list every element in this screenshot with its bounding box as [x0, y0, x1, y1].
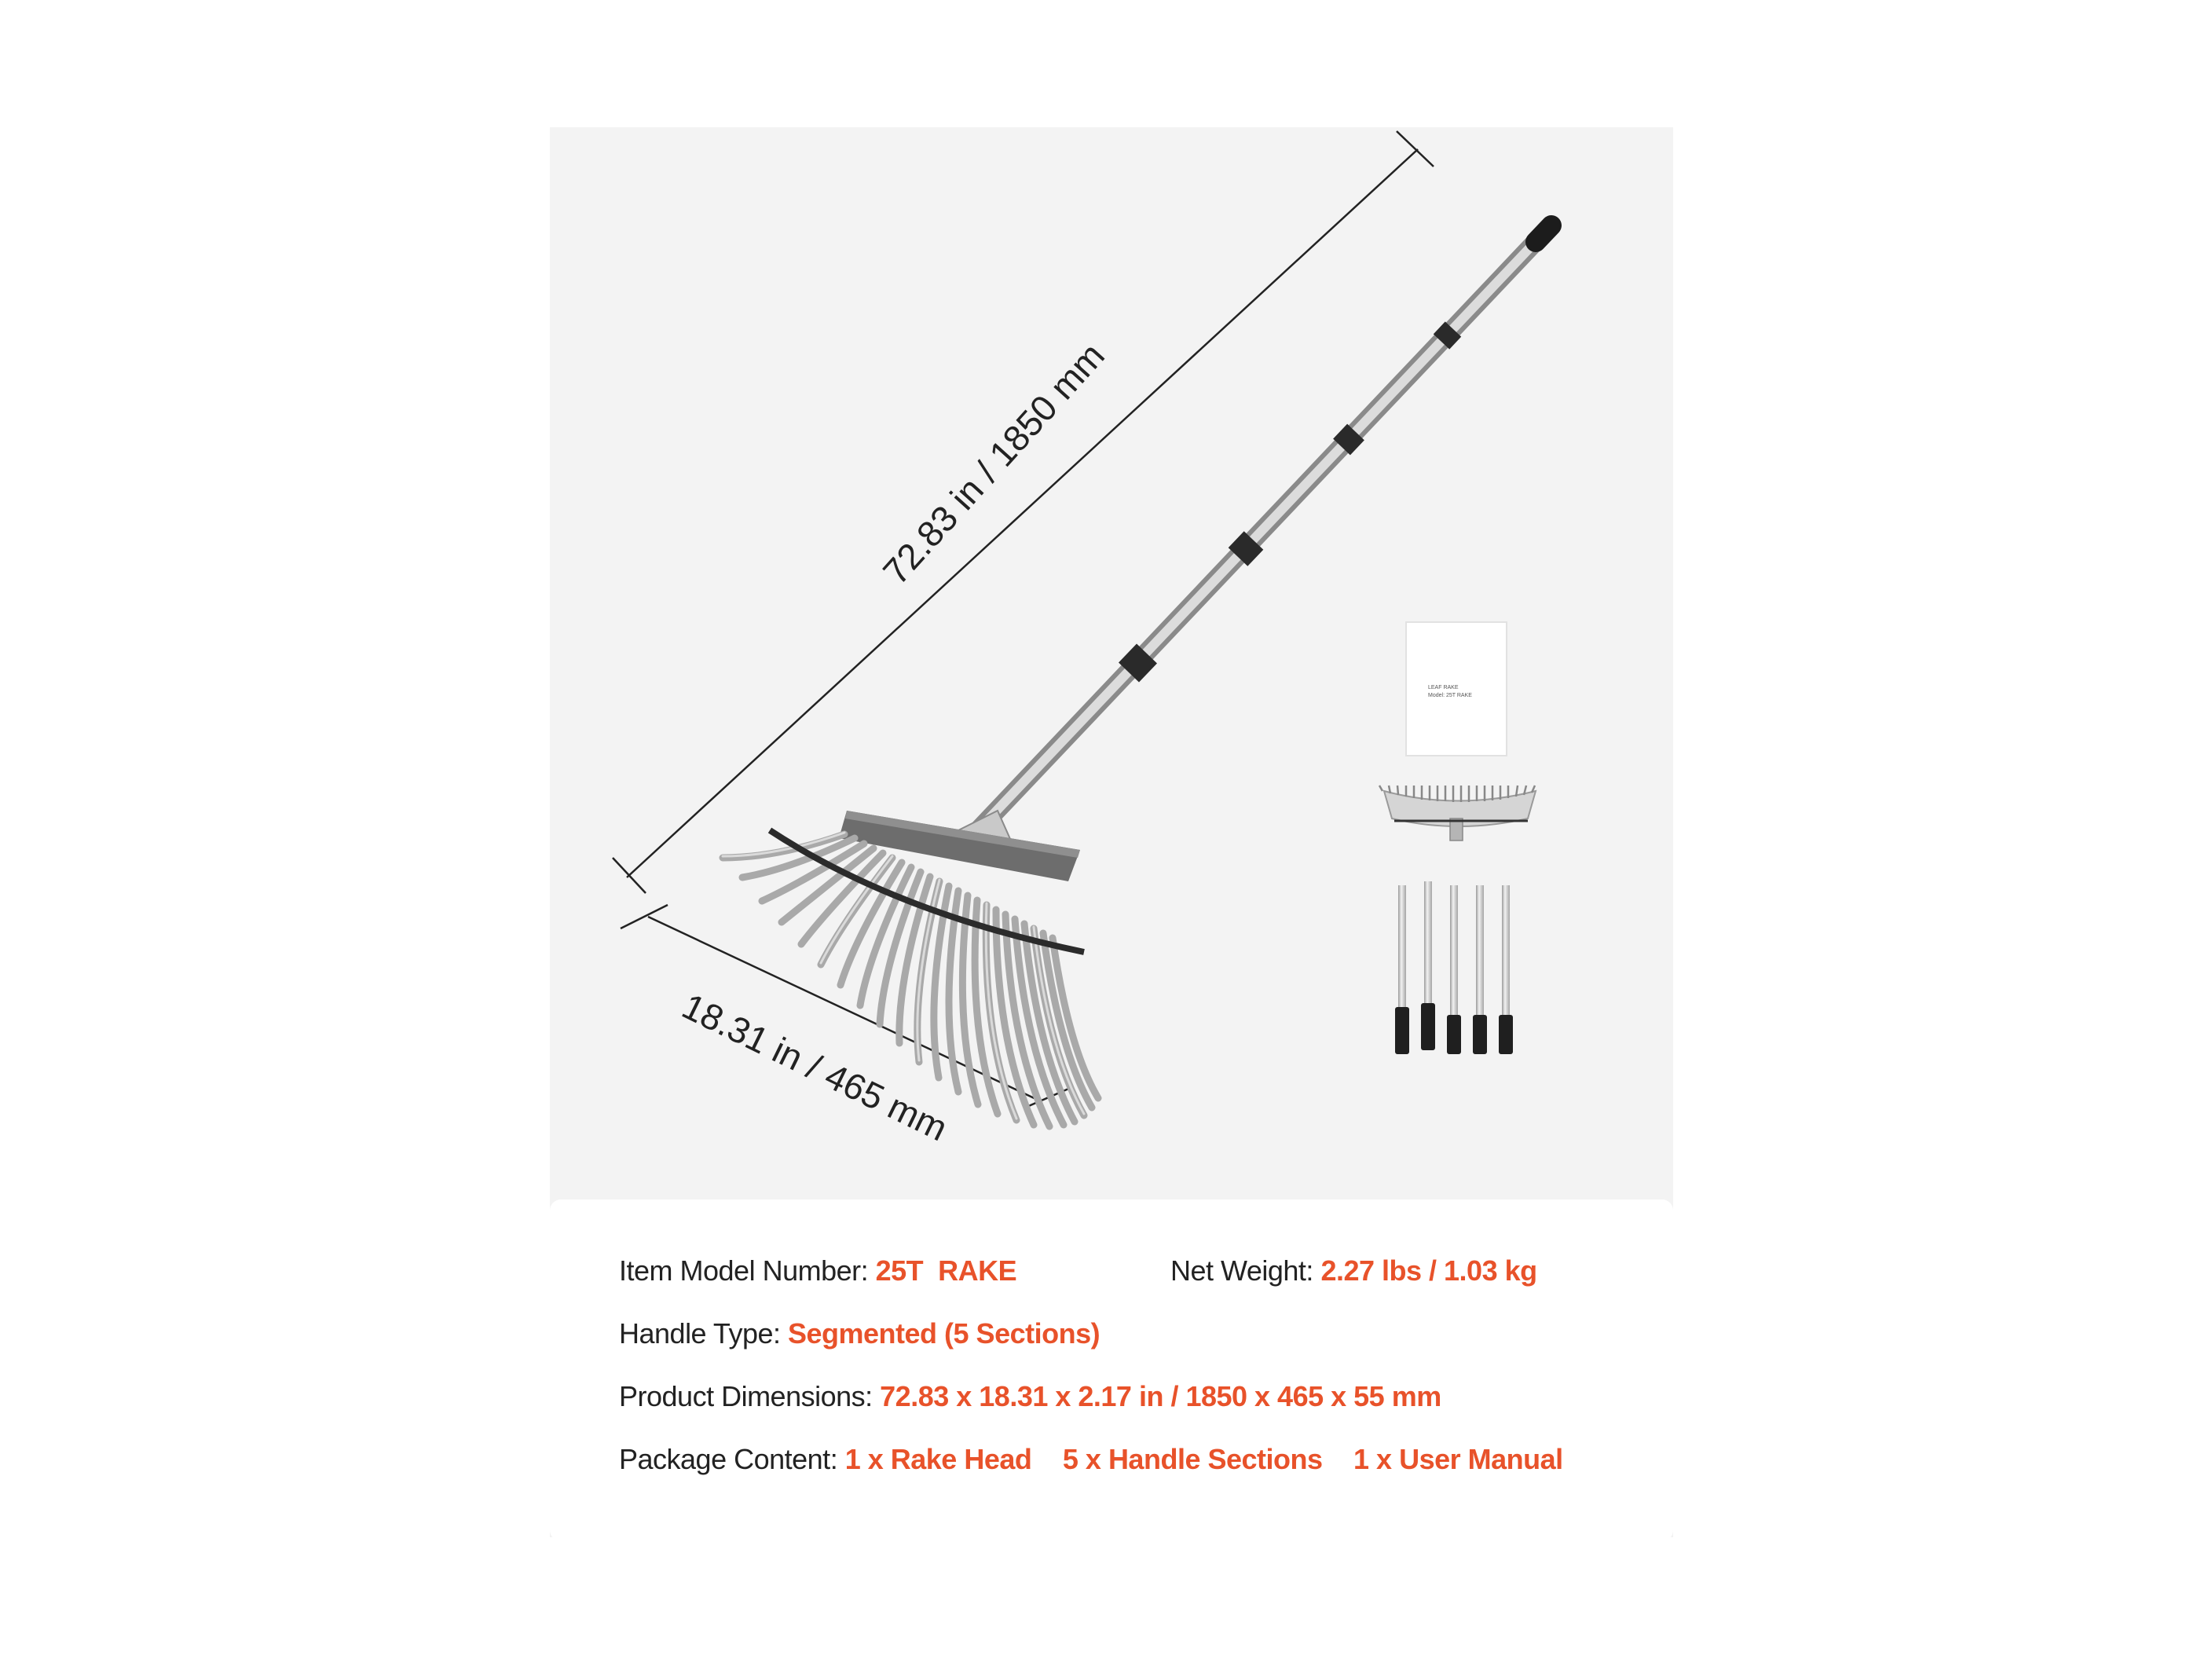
spec-dimensions-value: 72.83 x 18.31 x 2.17 in / 1850 x 465 x 55 mm: [880, 1380, 1441, 1412]
spec-weight-value: 2.27 lbs / 1.03 kg: [1320, 1254, 1537, 1287]
spec-handle-value: Segmented (5 Sections): [788, 1317, 1101, 1350]
spec-model-value: 25T RAKE: [875, 1254, 1017, 1287]
spec-handle-label: Handle Type:: [619, 1317, 781, 1350]
spec-model-label: Item Model Number:: [619, 1254, 869, 1287]
spec-dimensions: [619, 1380, 1441, 1413]
package-item: 1 x User Manual: [1353, 1443, 1563, 1475]
spec-package: [619, 1443, 1563, 1476]
user-manual-illustration: [1406, 622, 1507, 756]
rake-head-illustration: [1379, 786, 1536, 840]
product-illustration: [550, 127, 1673, 1199]
length-dimension-label: 72.83 in / 1850 mm: [874, 335, 1112, 592]
manual-title: LEAF RAKE: [1428, 685, 1459, 690]
spec-weight: [1170, 1254, 1537, 1287]
manual-subtitle: Model: 25T RAKE: [1428, 693, 1472, 698]
spec-model: [619, 1254, 1016, 1287]
spec-dimensions-label: Product Dimensions:: [619, 1380, 873, 1412]
package-item: 1 x Rake Head: [844, 1443, 1032, 1475]
spec-package-label: Package Content:: [619, 1443, 838, 1475]
width-dimension-label: 18.31 in / 465 mm: [676, 985, 954, 1149]
spec-handle: [619, 1317, 1100, 1350]
package-item: 5 x Handle Sections: [1062, 1443, 1323, 1475]
product-panel: [550, 127, 1673, 1537]
spec-weight-label: Net Weight:: [1170, 1254, 1313, 1287]
handle-section-illustration: [1395, 881, 1513, 1054]
spec-card: [550, 1199, 1673, 1537]
